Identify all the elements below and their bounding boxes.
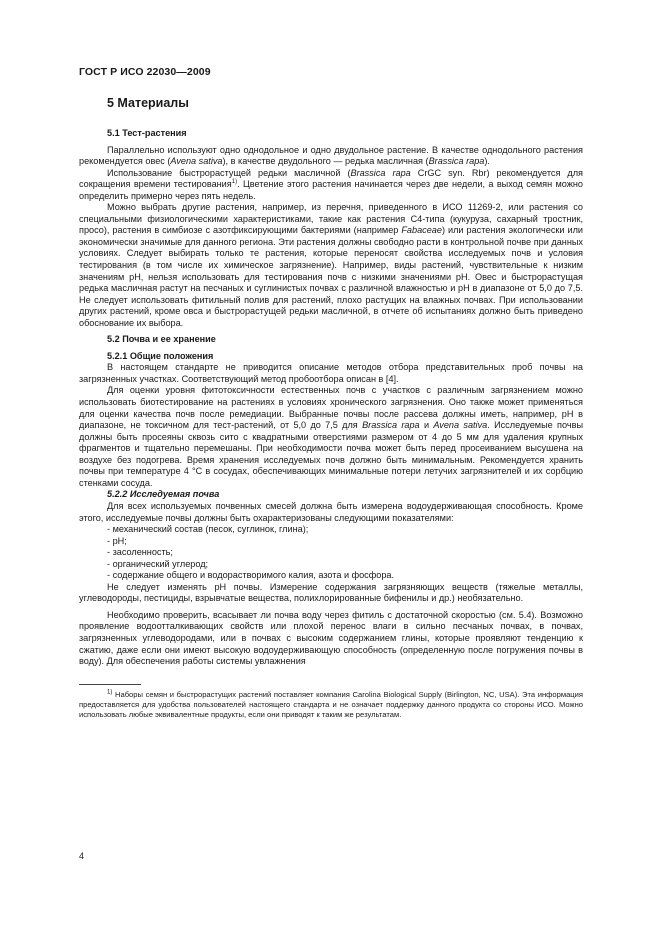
paragraph: Можно выбрать другие растения, например, из перечня, приведенного в ИСО 11269-2, или растения со специальными физиологическими характеристиками, такие как растения С4-типа (кукуруза, сахарный тростник, просо), растения в симбиозе с азотфиксирующими бактериями (например Fabaceae) или растения экологически или экономически значимые для данного региона. Эти растения должны свободно расти в контрольной почве при данных условиях. Следует выбирать только те растения, которые переносят свойства исследуемых почв и условия тестирования (в том числе их химическое загрязнение). Например, виды растений, чувствительные к низким значениям рН, нельзя использовать для тестирования почв с низкими значениями рН. Овес и быстрорастущая редька масличная растут на песчаных и суглинистых почвах с различной влажностью и рН в диапазоне от 5,0 до 7,5. Не следует использовать фитильный полив для растений, плохо растущих на влажных почвах. При использовании других растений, кроме овса и быстрорастущей редьки масличной, в отчете об испытаниях должно быть приведено обоснование их выбора. [79,202,583,328]
paragraph: Необходимо проверить, всасывает ли почва воду через фитиль с достаточной скоростью (см. 5.4). Возможно проявление водоотталкивающих свойств или плохой перенос влаги в сильно песчаных почвах, в почвах, загрязненных углеводородами, или в почвах с высоким содержанием глины, которые проявляют тенденцию к сжатию, даже если они имеют высокую водоудерживающую способность (определенную после погружения почвы в воду). Для обеспечения работы системы увлажнения [79,609,583,667]
list-item: - засоленность; [107,547,173,558]
document-body [79,128,583,720]
paragraph: Использование быстрорастущей редьки масличной (Brassica rapa CrGC syn. Rbr) рекомендуется для сокращения времени тестирования$^{1)}$. Цветение этого растения начинается через две недели, а выход семян можно определить примерно через пять недель. [79,167,583,201]
footnote-divider [79,684,141,685]
subsection-5-2-title: 5.2 Почва и ее хранение [107,334,216,345]
subsection-5-1-title: 5.1 Тест-растения [107,128,187,138]
paragraph: Для оценки уровня фитотоксичности естественных почв с участков с различным загрязнением можно использовать биотестирование на растениях в условиях хронического загрязнения. Оно также может применяться для оценки качества почв после ремедиации. Выбранные почвы после рассева должны иметь, например, рН в диапазоне, не токсичном для тест-растений, от 5,0 до 7,5 для Brassica rapa и Avena sativa. Исследуемые почвы должны быть просеяны сквозь сито с квадратными отверстиями размером от 4 до 5 мм для удаления крупных фрагментов и тщательно перемешаны. При необходимости почва может быть перед просеиванием высушена на воздухе без подогрева. Время хранения исследуемых почв должно быть минимальным. Рекомендуется хранить почвы при температуре 4 °С в сосудах, обеспечивающих минимальные потери летучих загрязнителей и их сорбцию стенками сосуда. [79,385,583,488]
paragraph: В настоящем стандарте не приводится описание методов отбора представительных проб почвы на загрязненных участках. Соответствующий метод пробоотбора описан в [4]. [79,362,583,384]
footnote: $^{1)}$ Наборы семян и быстрорастущих растений поставляет компания Carolina Biological Supply (Birlington, NC, USA). Эта информация предоставляется для удобства пользователей настоящего стандарта и не означает поддержку данного продукта со стороны ИСО. Можно использовать любые эквивалентные продукты, если они приводят к таким же результатам. [79,689,583,719]
list-item: - органический углерод; [107,558,209,569]
paragraph: Параллельно используют одно однодольное и одно двудольное растение. В качестве однодольного растения рекомендуется овес (Avena sativa), в качестве двудольного — редька масличная (Brassica rapa). [79,144,583,167]
paragraph: Для всех используемых почвенных смесей должна быть измерена водоудерживающая способность. Кроме этого, исследуемые почвы должны быть охарактеризованы следующими показателями: [79,500,583,523]
subsection-5-2-1-title: 5.2.1 Общие положения [107,350,214,361]
footnote-reference: 1) [231,179,238,186]
subsection-5-2-2-title: 5.2.2 Исследуемая почва [107,489,220,500]
section-title: 5 Материалы [107,96,189,110]
list-item: - содержание общего и водорастворимого калия, азота и фосфора. [107,570,395,581]
footnote-mark: 1) [107,689,113,696]
page-number: 4 [79,851,85,861]
document-header: ГОСТ Р ИСО 22030—2009 [79,66,211,78]
list-item: - механический состав (песок, суглинок, глина); [107,524,309,535]
paragraph: Не следует изменять рН почвы. Измерение содержания загрязняющих веществ (тяжелые металлы, углеводороды, пестициды, взрывчатые вещества, полихлорированные бифенилы и др.) необязательно. [79,581,583,604]
list-item: - рН; [107,535,127,546]
